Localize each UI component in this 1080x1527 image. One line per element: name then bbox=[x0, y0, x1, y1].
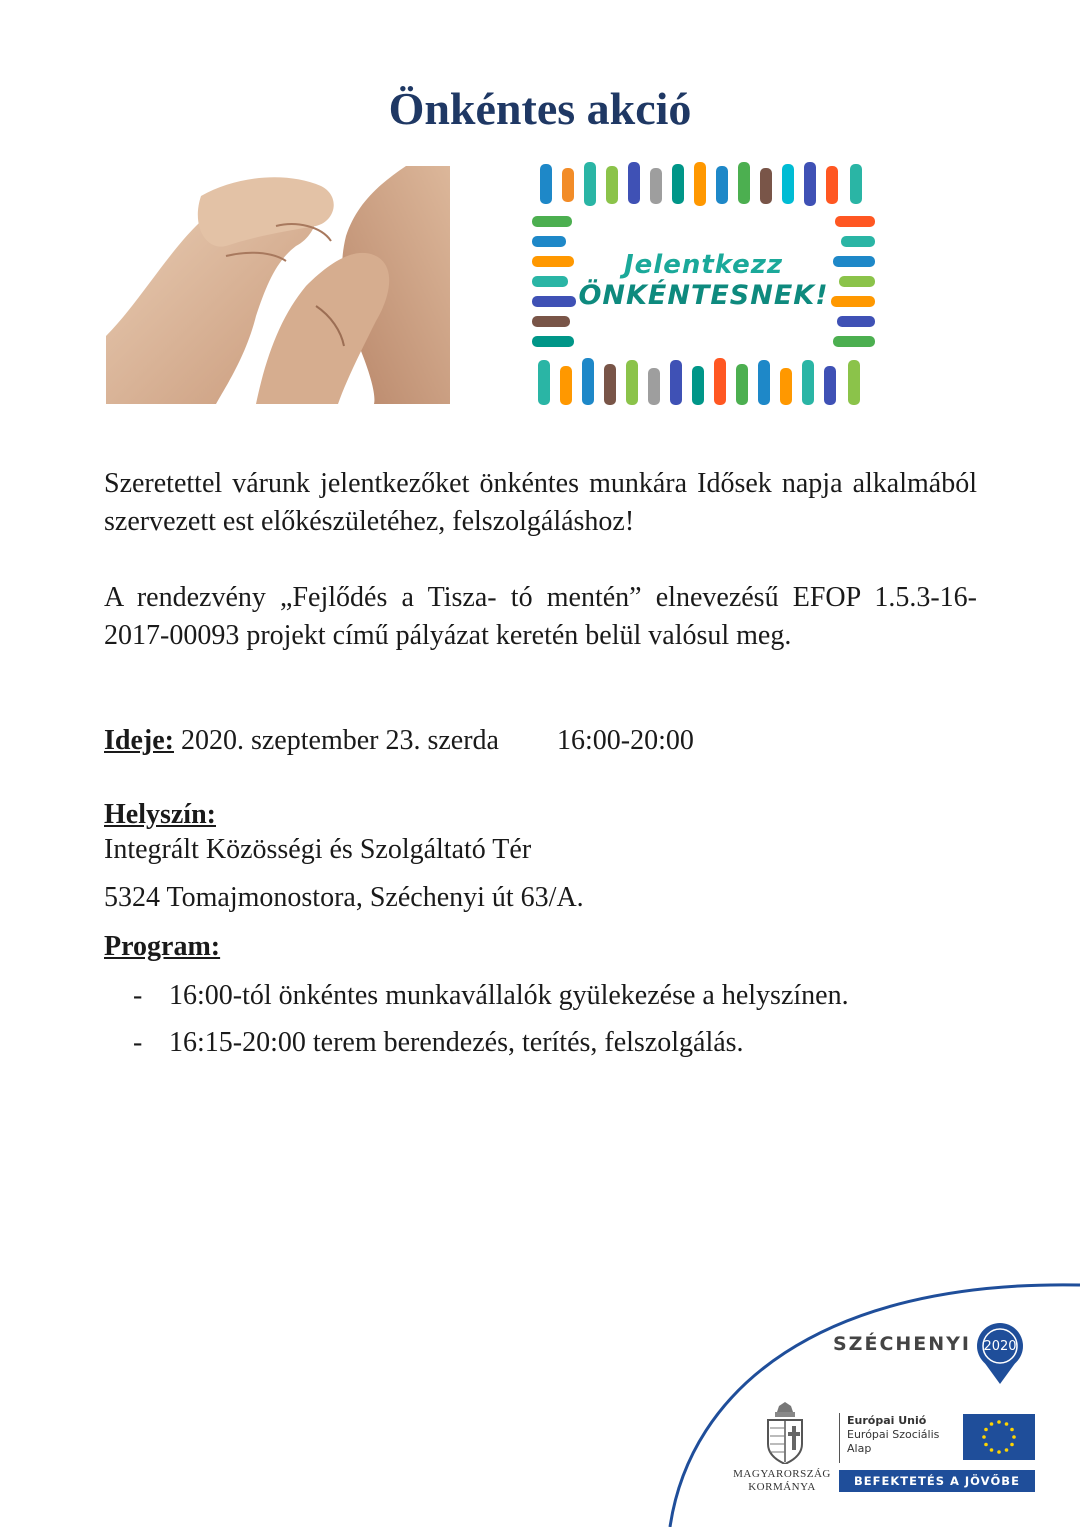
investment-banner: BEFEKTETÉS A JÖVŐBE bbox=[839, 1470, 1035, 1492]
time-label: Ideje: bbox=[104, 725, 174, 756]
location-name: Integrált Közösségi és Szolgáltató Tér bbox=[104, 834, 532, 865]
bullet-dash: - bbox=[133, 1027, 143, 1058]
program-item-text: 16:15-20:00 terem berendezés, terítés, felszolgálás. bbox=[169, 1027, 744, 1058]
eu-flag-icon bbox=[963, 1414, 1035, 1460]
poster-subheading: ÖNKÉNTESNEK! bbox=[578, 280, 829, 311]
program-heading bbox=[104, 928, 220, 966]
program-item-text: 16:00-tól önkéntes munkavállalók gyülekezése a helyszínen. bbox=[169, 980, 849, 1011]
poster-heading: Jelentkezz bbox=[623, 250, 784, 280]
szechenyi-logo-text: SZÉCHENYI bbox=[833, 1333, 971, 1355]
event-hours: 16:00-20:00 bbox=[556, 725, 694, 756]
location-heading bbox=[104, 796, 216, 834]
volunteer-poster bbox=[532, 162, 875, 405]
coat-of-arms-icon bbox=[762, 1402, 808, 1464]
gov-line-1: MAGYARORSZÁG bbox=[733, 1468, 831, 1480]
eu-line-3: Alap bbox=[847, 1442, 872, 1455]
location-label: Helyszín: bbox=[104, 799, 216, 830]
eu-label bbox=[847, 1414, 939, 1456]
hands-photo bbox=[106, 166, 450, 404]
gov-line-2: KORMÁNYA bbox=[748, 1481, 816, 1493]
event-time-line bbox=[104, 722, 694, 760]
location-address: 5324 Tomajmonostora, Széchenyi út 63/A. bbox=[104, 882, 584, 913]
event-date: 2020. szeptember 23. szerda bbox=[180, 725, 499, 756]
government-label bbox=[727, 1468, 837, 1494]
eu-divider bbox=[839, 1413, 840, 1463]
program-item bbox=[133, 977, 849, 1015]
szechenyi-year: 2020 bbox=[983, 1339, 1017, 1354]
eu-line-2: Európai Szociális bbox=[847, 1428, 940, 1441]
eu-line-1: Európai Unió bbox=[847, 1414, 927, 1427]
program-label: Program: bbox=[104, 931, 221, 962]
project-paragraph: A rendezvény „Fejlődés a Tisza- tó mentén” elnevezésű EFOP 1.5.3-16-2017-00093 projekt című pályázat keretén belül valósul meg. bbox=[104, 582, 977, 651]
location-pin-icon bbox=[972, 1322, 1028, 1386]
program-item bbox=[133, 1024, 744, 1062]
intro-paragraph: Szeretettel várunk jelentkezőket önkéntes munkára Idősek napja alkalmából szervezett est előkészületéhez, felszolgáláshoz! bbox=[104, 468, 977, 537]
page-title: Önkéntes akció bbox=[388, 83, 692, 134]
bullet-dash: - bbox=[133, 980, 143, 1011]
